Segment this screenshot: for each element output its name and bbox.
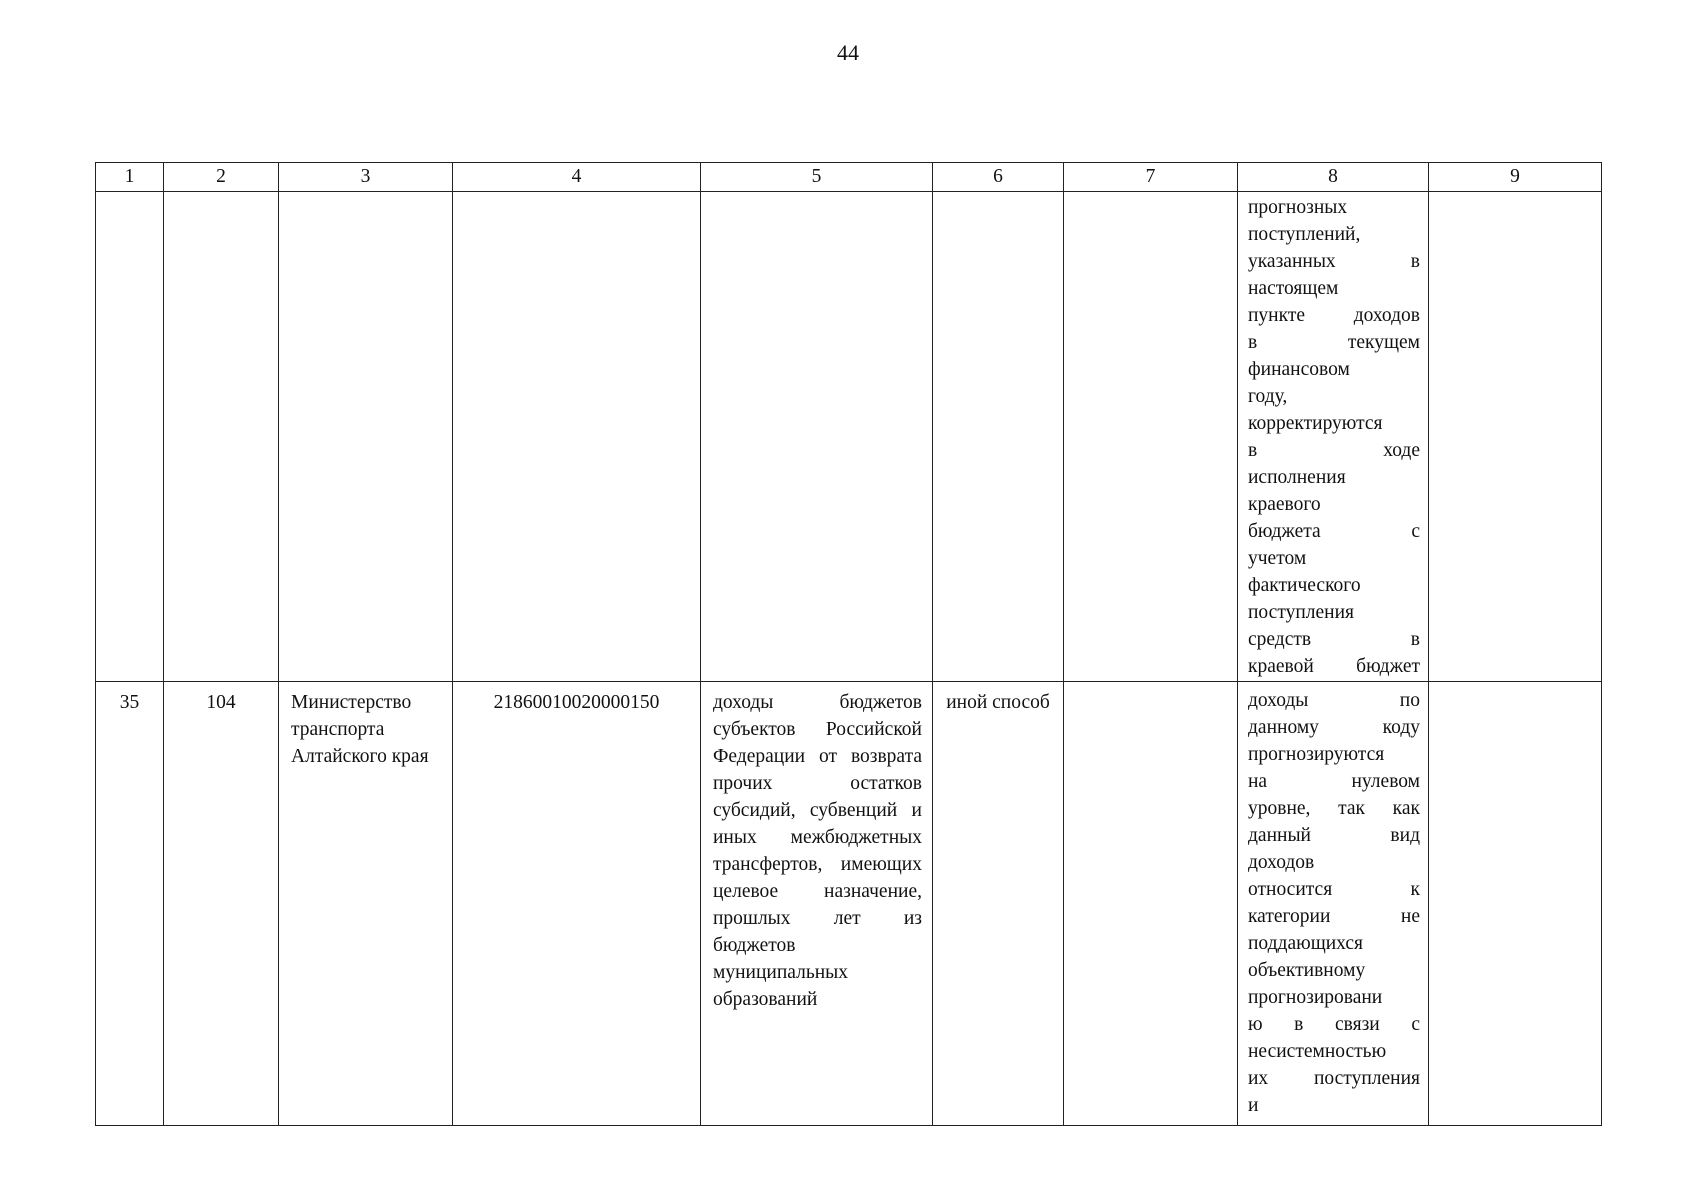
header-row (96, 163, 1602, 192)
column-header-2: 2 (164, 163, 279, 192)
column-header-1: 1 (96, 163, 164, 192)
cell-empty (1064, 192, 1238, 682)
budget-classification-code: 21860010020000150 (453, 682, 701, 1126)
text-line: доходы по (1248, 690, 1420, 711)
text-line: фактического (1248, 575, 1361, 596)
text-line: краевого (1248, 494, 1321, 515)
forecast-method-note-text (1248, 194, 1420, 680)
notes-cell (1429, 682, 1602, 1126)
text-line: и (1248, 1095, 1259, 1116)
text-line: данный вид (1248, 825, 1420, 846)
text-line: категории не (1248, 906, 1420, 927)
column-header-3: 3 (279, 163, 453, 192)
text-line: прогнозируются (1248, 744, 1385, 765)
column-header-7: 7 (1064, 163, 1238, 192)
forecast-method-note-cell (1238, 192, 1429, 682)
cell-empty (164, 192, 279, 682)
text-line: на нулевом (1248, 771, 1420, 792)
column-header-8: 8 (1238, 163, 1429, 192)
cell-empty (701, 192, 933, 682)
formula-cell (1064, 682, 1238, 1126)
forecast-method-note-cell (1238, 682, 1429, 1126)
row-number: 35 (96, 682, 164, 1126)
cell-empty (933, 192, 1064, 682)
cell-empty (1429, 192, 1602, 682)
column-header-9: 9 (1429, 163, 1602, 192)
cell-empty (96, 192, 164, 682)
column-header-4: 4 (453, 163, 701, 192)
text-line: их поступления (1248, 1068, 1420, 1089)
calculation-method: иной способ (933, 682, 1064, 1126)
cell-empty (453, 192, 701, 682)
text-line: в текущем (1248, 332, 1420, 353)
administrator-name: Министерство транспорта Алтайского края (279, 682, 453, 1126)
text-line: корректируются (1248, 413, 1383, 434)
text-line: указанных в (1248, 251, 1420, 272)
page-number: 44 (837, 40, 859, 65)
text-line: поступлений, (1248, 224, 1361, 245)
text-line: данному коду (1248, 717, 1420, 738)
text-line: поддающихся (1248, 933, 1363, 954)
revenue-description: доходы бюджетов субъектов Российской Федерации от возврата прочих остатков субсидий, субвенций и иных межбюджетных трансфертов, имеющих целевое назначение, прошлых лет из бюджетов муниципальных образований (701, 682, 933, 1126)
text-line: году, (1248, 386, 1288, 407)
text-line: относится к (1248, 879, 1420, 900)
admin-code: 104 (164, 682, 279, 1126)
text-line: краевой бюджет (1248, 656, 1420, 677)
text-line: прогнозных (1248, 197, 1348, 218)
text-line: пункте доходов (1248, 305, 1420, 326)
column-header-5: 5 (701, 163, 933, 192)
text-line: учетом (1248, 548, 1307, 569)
text-line: несистемностью (1248, 1041, 1387, 1062)
text-line: в ходе (1248, 440, 1420, 461)
revenue-forecast-table (95, 162, 1602, 1126)
text-line: средств в (1248, 629, 1420, 650)
text-line: исполнения (1248, 467, 1346, 488)
text-line: доходов (1248, 852, 1315, 873)
text-line: бюджета с (1248, 521, 1420, 542)
forecast-method-note-text (1248, 687, 1420, 1119)
text-line: ю в связи с (1248, 1014, 1420, 1035)
text-line: настоящем (1248, 278, 1339, 299)
cell-empty (279, 192, 453, 682)
text-line: поступления (1248, 602, 1355, 623)
text-line: объективному (1248, 960, 1366, 981)
text-line: уровне, так как (1248, 798, 1420, 819)
column-header-6: 6 (933, 163, 1064, 192)
table-row (96, 682, 1602, 1126)
table-row-continuation (96, 192, 1602, 682)
text-line: финансовом (1248, 359, 1350, 380)
text-line: прогнозировани (1248, 987, 1383, 1008)
